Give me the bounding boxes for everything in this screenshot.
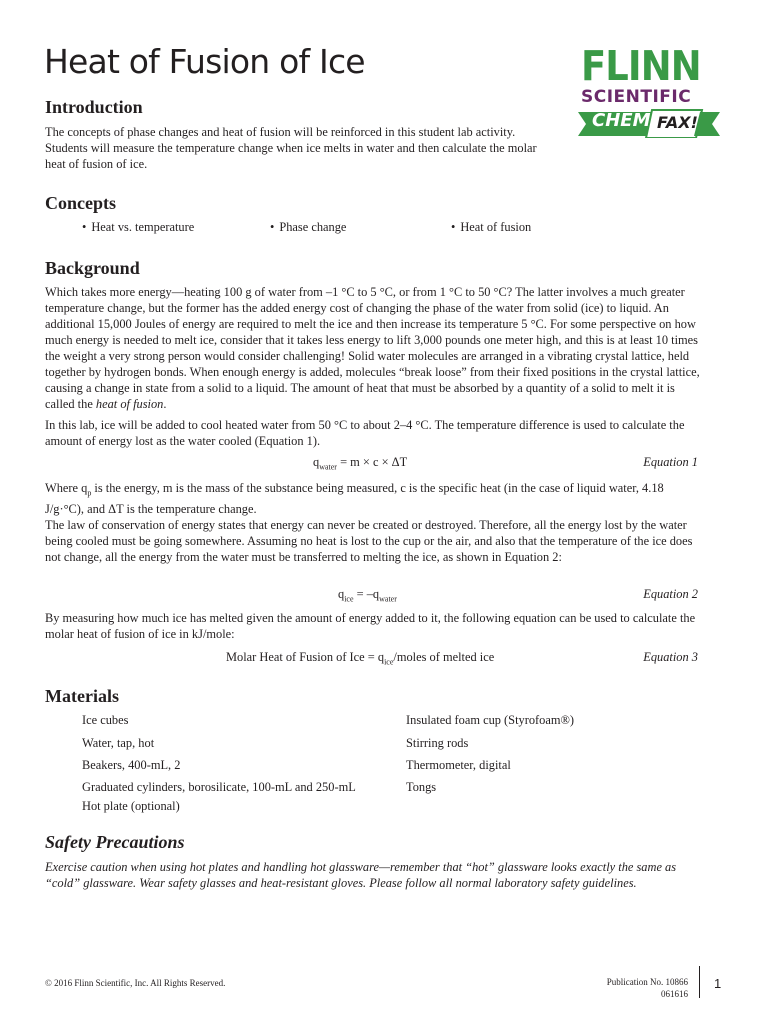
equation-3 xyxy=(226,650,494,666)
introduction-heading: Introduction xyxy=(45,97,143,117)
eq-subscript: water xyxy=(319,462,337,472)
page-title: Heat of Fusion of Ice xyxy=(44,42,365,81)
logo-fax-text: FAX! xyxy=(657,113,698,132)
publication-number: Publication No. 10866 xyxy=(606,977,688,987)
eq-symbol: q xyxy=(313,455,320,469)
background-heading: Background xyxy=(45,258,140,278)
paragraph-text: Which takes more energy—heating 100 g of water from –1 °C to 5 °C, or from 1 °C to 50 °C? The latter involves a much greater temperature change, but the former has the added energy cost of changing the phase of the water from solid (ice) to liquid. An additional 15,000 Joules of energy are required to melt the ice and then increase its temperature 5 °C. For some perspective on how much energy is needed to melt ice, consider that it takes less energy to lift 3,000 pounds one meter high, and this is at least 10 times the weight a very strong person would consider challenging! Solid water molecules are arranged in a vibrating crystal lattice, held together by hydrogen bonds. When enough energy is added, molecules “break loose” from their fixed positions in the crystal lattice, causing a change in state from a solid to a liquid. The amount of heat that must be absorbed by a quantity of a solid to melt it is called the xyxy=(45,285,700,411)
background-paragraph-1 xyxy=(45,284,700,412)
term-heat-of-fusion: heat of fusion xyxy=(95,397,164,411)
footer-divider xyxy=(699,966,700,998)
bullet: • xyxy=(451,220,456,234)
background-paragraph-5: By measuring how much ice has melted given the amount of energy added to it, the following equation can be used to calculate the molar heat of fusion of ice in kJ/mole: xyxy=(45,611,696,641)
material-item: Hot plate (optional) xyxy=(82,799,180,813)
equation-1 xyxy=(313,455,407,471)
footer-publication xyxy=(560,976,688,1000)
eq-symbol: q xyxy=(338,587,345,601)
material-item: Thermometer, digital xyxy=(406,758,511,772)
introduction-text: The concepts of phase changes and heat of fusion will be reinforced in this student lab activity. Students will measure the temperature change when ice melts in water and then calculate the molar heat of fusion of ice. xyxy=(45,125,537,171)
material-item: Graduated cylinders, borosilicate, 100-mL and 250-mL xyxy=(82,780,356,794)
eq-lhs: Molar Heat of Fusion of Ice = q xyxy=(226,650,385,664)
concept-item xyxy=(451,220,531,235)
eq-subscript: ice xyxy=(344,594,354,604)
materials-heading: Materials xyxy=(45,686,119,706)
material-item: Beakers, 400-mL, 2 xyxy=(82,758,181,772)
eq-subscript: water xyxy=(379,594,397,604)
material-item: Tongs xyxy=(406,780,437,794)
paragraph-end: . xyxy=(163,397,167,411)
logo-chem-text: CHEM xyxy=(592,110,651,131)
bullet: • xyxy=(82,220,87,234)
concept-item xyxy=(270,220,346,235)
material-item: Insulated foam cup (Styrofoam®) xyxy=(406,713,575,727)
subscript: p xyxy=(87,488,92,498)
concept-item xyxy=(82,220,194,235)
background-paragraph-3 xyxy=(45,480,700,517)
concepts-heading: Concepts xyxy=(45,193,116,213)
logo-scientific-text: SCIENTIFIC xyxy=(581,87,692,107)
equation-3-label: Equation 3 xyxy=(643,650,698,664)
footer-copyright: © 2016 Flinn Scientific, Inc. All Rights Reserved. xyxy=(45,978,226,988)
material-item: Stirring rods xyxy=(406,736,469,750)
paragraph-text: is the energy, m is the mass of the substance being measured, c is the specific heat (in the case of liquid water, 4.18 J/g·°C), and ΔT is the temperature change. xyxy=(45,481,664,517)
paragraph-text: Where q xyxy=(45,481,88,495)
concept-label: Phase change xyxy=(279,220,347,234)
flinn-logo xyxy=(578,42,723,141)
safety-heading: Safety Precautions xyxy=(45,832,185,852)
safety-text: Exercise caution when using hot plates and handling hot glassware—remember that “hot” glassware looks exactly the same as “cold” glassware. Wear safety glasses and heat-resistant gloves. Please follow all normal laboratory safety guidelines. xyxy=(45,860,677,890)
eq-subscript: ice xyxy=(384,657,394,667)
equation-2 xyxy=(338,587,397,603)
concept-label: Heat vs. temperature xyxy=(91,220,195,234)
concept-label: Heat of fusion xyxy=(460,220,532,234)
publication-code: 061616 xyxy=(661,989,688,999)
bullet: • xyxy=(270,220,275,234)
logo-flinn-text: FLINN xyxy=(581,42,701,90)
eq-mid: = –q xyxy=(353,587,380,601)
page-number: 1 xyxy=(714,976,722,991)
eq-rhs: /moles of melted ice xyxy=(393,650,495,664)
material-item: Water, tap, hot xyxy=(82,736,155,750)
equation-2-label: Equation 2 xyxy=(643,587,698,601)
background-paragraph-2: In this lab, ice will be added to cool heated water from 50 °C to about 2–4 °C. The temperature difference is used to calculate the amount of energy lost as the water cooled (Equation 1). xyxy=(45,418,685,448)
equation-1-label: Equation 1 xyxy=(643,455,698,469)
background-paragraph-4: The law of conservation of energy states that energy can never be created or destroyed. Therefore, all the energy lost by the water being cooled must be going somewhere. Assuming no heat is lost to the cup or the air, and also that the temperature of the ice does not change, all the energy from the water must be transferred to melting the ice, as shown in Equation 2: xyxy=(45,518,693,564)
material-item: Ice cubes xyxy=(82,713,129,727)
eq-rhs: = m × c × ΔT xyxy=(336,455,408,469)
